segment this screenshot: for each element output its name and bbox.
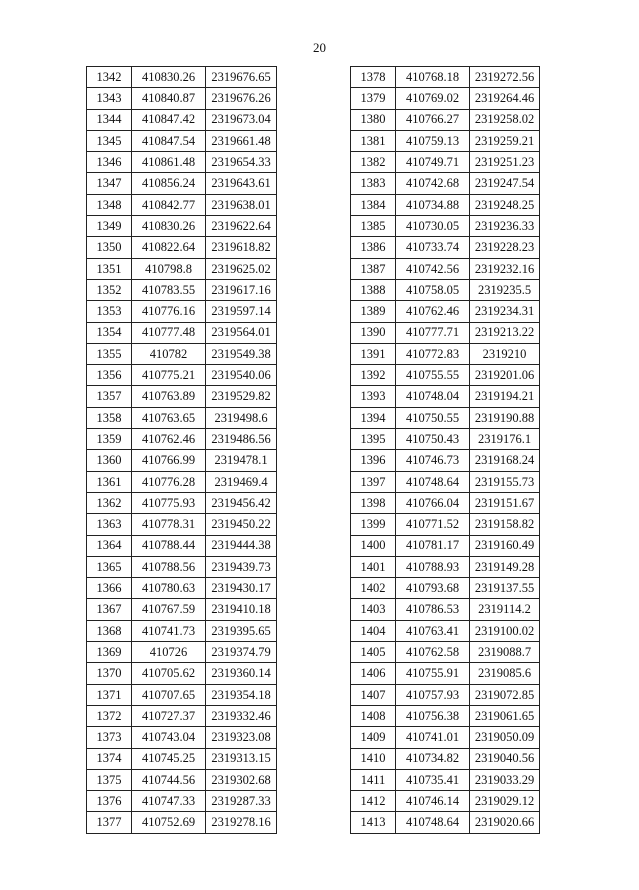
y-coordinate-cell: 2319540.06 bbox=[206, 365, 277, 386]
table-row bbox=[351, 152, 540, 173]
x-coordinate-cell: 410741.01 bbox=[396, 727, 470, 748]
x-coordinate-cell: 410775.93 bbox=[132, 492, 206, 513]
x-coordinate-cell: 410707.65 bbox=[132, 684, 206, 705]
table-row bbox=[87, 88, 277, 109]
table-row bbox=[351, 748, 540, 769]
x-coordinate-cell: 410742.68 bbox=[396, 173, 470, 194]
point-number-cell: 1367 bbox=[87, 599, 132, 620]
point-number-cell: 1384 bbox=[351, 194, 396, 215]
table-row bbox=[351, 492, 540, 513]
y-coordinate-cell: 2319654.33 bbox=[206, 152, 277, 173]
table-row bbox=[87, 301, 277, 322]
point-number-cell: 1382 bbox=[351, 152, 396, 173]
x-coordinate-cell: 410705.62 bbox=[132, 663, 206, 684]
y-coordinate-cell: 2319213.22 bbox=[470, 322, 540, 343]
point-number-cell: 1380 bbox=[351, 109, 396, 130]
y-coordinate-cell: 2319258.02 bbox=[470, 109, 540, 130]
x-coordinate-cell: 410752.69 bbox=[132, 812, 206, 833]
x-coordinate-cell: 410788.44 bbox=[132, 535, 206, 556]
point-number-cell: 1397 bbox=[351, 471, 396, 492]
table-row bbox=[351, 429, 540, 450]
x-coordinate-cell: 410777.71 bbox=[396, 322, 470, 343]
y-coordinate-cell: 2319444.38 bbox=[206, 535, 277, 556]
point-number-cell: 1400 bbox=[351, 535, 396, 556]
x-coordinate-cell: 410822.64 bbox=[132, 237, 206, 258]
y-coordinate-cell: 2319085.6 bbox=[470, 663, 540, 684]
y-coordinate-cell: 2319061.65 bbox=[470, 705, 540, 726]
table-row bbox=[351, 365, 540, 386]
coordinate-table-left bbox=[86, 66, 277, 834]
x-coordinate-cell: 410759.13 bbox=[396, 130, 470, 151]
y-coordinate-cell: 2319259.21 bbox=[470, 130, 540, 151]
point-number-cell: 1383 bbox=[351, 173, 396, 194]
x-coordinate-cell: 410769.02 bbox=[396, 88, 470, 109]
x-coordinate-cell: 410742.56 bbox=[396, 258, 470, 279]
point-number-cell: 1393 bbox=[351, 386, 396, 407]
y-coordinate-cell: 2319114.2 bbox=[470, 599, 540, 620]
point-number-cell: 1402 bbox=[351, 578, 396, 599]
table-row bbox=[351, 279, 540, 300]
table-row bbox=[351, 578, 540, 599]
x-coordinate-cell: 410840.87 bbox=[132, 88, 206, 109]
y-coordinate-cell: 2319549.38 bbox=[206, 343, 277, 364]
table-row bbox=[351, 642, 540, 663]
table-row bbox=[351, 301, 540, 322]
y-coordinate-cell: 2319287.33 bbox=[206, 791, 277, 812]
point-number-cell: 1381 bbox=[351, 130, 396, 151]
x-coordinate-cell: 410763.65 bbox=[132, 407, 206, 428]
table-row bbox=[351, 343, 540, 364]
table-row bbox=[87, 663, 277, 684]
table-row bbox=[351, 556, 540, 577]
table-row bbox=[87, 343, 277, 364]
point-number-cell: 1389 bbox=[351, 301, 396, 322]
x-coordinate-cell: 410856.24 bbox=[132, 173, 206, 194]
x-coordinate-cell: 410830.26 bbox=[132, 216, 206, 237]
y-coordinate-cell: 2319486.56 bbox=[206, 429, 277, 450]
table-row bbox=[87, 791, 277, 812]
x-coordinate-cell: 410766.04 bbox=[396, 492, 470, 513]
y-coordinate-cell: 2319622.64 bbox=[206, 216, 277, 237]
x-coordinate-cell: 410758.05 bbox=[396, 279, 470, 300]
y-coordinate-cell: 2319251.23 bbox=[470, 152, 540, 173]
point-number-cell: 1395 bbox=[351, 429, 396, 450]
y-coordinate-cell: 2319643.61 bbox=[206, 173, 277, 194]
table-row bbox=[87, 642, 277, 663]
y-coordinate-cell: 2319158.82 bbox=[470, 514, 540, 535]
x-coordinate-cell: 410772.83 bbox=[396, 343, 470, 364]
y-coordinate-cell: 2319529.82 bbox=[206, 386, 277, 407]
x-coordinate-cell: 410788.56 bbox=[132, 556, 206, 577]
coordinate-table-right-body bbox=[351, 67, 540, 834]
x-coordinate-cell: 410762.46 bbox=[396, 301, 470, 322]
y-coordinate-cell: 2319617.16 bbox=[206, 279, 277, 300]
y-coordinate-cell: 2319661.48 bbox=[206, 130, 277, 151]
table-row bbox=[87, 152, 277, 173]
y-coordinate-cell: 2319029.12 bbox=[470, 791, 540, 812]
x-coordinate-cell: 410788.93 bbox=[396, 556, 470, 577]
x-coordinate-cell: 410743.04 bbox=[132, 727, 206, 748]
point-number-cell: 1361 bbox=[87, 471, 132, 492]
x-coordinate-cell: 410763.41 bbox=[396, 620, 470, 641]
y-coordinate-cell: 2319676.65 bbox=[206, 67, 277, 88]
table-row bbox=[351, 173, 540, 194]
table-row bbox=[351, 471, 540, 492]
y-coordinate-cell: 2319625.02 bbox=[206, 258, 277, 279]
point-number-cell: 1392 bbox=[351, 365, 396, 386]
point-number-cell: 1346 bbox=[87, 152, 132, 173]
table-row bbox=[87, 237, 277, 258]
y-coordinate-cell: 2319033.29 bbox=[470, 769, 540, 790]
table-row bbox=[87, 556, 277, 577]
y-coordinate-cell: 2319247.54 bbox=[470, 173, 540, 194]
table-row bbox=[87, 109, 277, 130]
x-coordinate-cell: 410830.26 bbox=[132, 67, 206, 88]
table-row bbox=[87, 769, 277, 790]
table-row bbox=[351, 216, 540, 237]
table-row bbox=[351, 407, 540, 428]
table-row bbox=[351, 791, 540, 812]
y-coordinate-cell: 2319100.02 bbox=[470, 620, 540, 641]
point-number-cell: 1410 bbox=[351, 748, 396, 769]
table-row bbox=[87, 322, 277, 343]
y-coordinate-cell: 2319210 bbox=[470, 343, 540, 364]
x-coordinate-cell: 410798.8 bbox=[132, 258, 206, 279]
table-row bbox=[87, 727, 277, 748]
x-coordinate-cell: 410733.74 bbox=[396, 237, 470, 258]
x-coordinate-cell: 410793.68 bbox=[396, 578, 470, 599]
y-coordinate-cell: 2319272.56 bbox=[470, 67, 540, 88]
point-number-cell: 1359 bbox=[87, 429, 132, 450]
y-coordinate-cell: 2319155.73 bbox=[470, 471, 540, 492]
x-coordinate-cell: 410741.73 bbox=[132, 620, 206, 641]
point-number-cell: 1350 bbox=[87, 237, 132, 258]
y-coordinate-cell: 2319235.5 bbox=[470, 279, 540, 300]
table-row bbox=[351, 727, 540, 748]
x-coordinate-cell: 410766.99 bbox=[132, 450, 206, 471]
table-row bbox=[87, 386, 277, 407]
x-coordinate-cell: 410847.42 bbox=[132, 109, 206, 130]
x-coordinate-cell: 410757.93 bbox=[396, 684, 470, 705]
table-row bbox=[87, 471, 277, 492]
y-coordinate-cell: 2319234.31 bbox=[470, 301, 540, 322]
x-coordinate-cell: 410734.82 bbox=[396, 748, 470, 769]
table-row bbox=[351, 237, 540, 258]
point-number-cell: 1344 bbox=[87, 109, 132, 130]
y-coordinate-cell: 2319050.09 bbox=[470, 727, 540, 748]
point-number-cell: 1342 bbox=[87, 67, 132, 88]
x-coordinate-cell: 410780.63 bbox=[132, 578, 206, 599]
point-number-cell: 1411 bbox=[351, 769, 396, 790]
x-coordinate-cell: 410777.48 bbox=[132, 322, 206, 343]
point-number-cell: 1412 bbox=[351, 791, 396, 812]
x-coordinate-cell: 410746.14 bbox=[396, 791, 470, 812]
x-coordinate-cell: 410756.38 bbox=[396, 705, 470, 726]
table-row bbox=[351, 88, 540, 109]
y-coordinate-cell: 2319332.46 bbox=[206, 705, 277, 726]
point-number-cell: 1374 bbox=[87, 748, 132, 769]
x-coordinate-cell: 410781.17 bbox=[396, 535, 470, 556]
point-number-cell: 1364 bbox=[87, 535, 132, 556]
x-coordinate-cell: 410748.64 bbox=[396, 471, 470, 492]
point-number-cell: 1351 bbox=[87, 258, 132, 279]
point-number-cell: 1376 bbox=[87, 791, 132, 812]
table-row bbox=[87, 578, 277, 599]
point-number-cell: 1360 bbox=[87, 450, 132, 471]
y-coordinate-cell: 2319597.14 bbox=[206, 301, 277, 322]
point-number-cell: 1399 bbox=[351, 514, 396, 535]
table-row bbox=[351, 535, 540, 556]
table-row bbox=[87, 812, 277, 833]
point-number-cell: 1405 bbox=[351, 642, 396, 663]
x-coordinate-cell: 410730.05 bbox=[396, 216, 470, 237]
point-number-cell: 1358 bbox=[87, 407, 132, 428]
y-coordinate-cell: 2319149.28 bbox=[470, 556, 540, 577]
point-number-cell: 1363 bbox=[87, 514, 132, 535]
table-row bbox=[351, 620, 540, 641]
y-coordinate-cell: 2319676.26 bbox=[206, 88, 277, 109]
y-coordinate-cell: 2319618.82 bbox=[206, 237, 277, 258]
y-coordinate-cell: 2319673.04 bbox=[206, 109, 277, 130]
y-coordinate-cell: 2319040.56 bbox=[470, 748, 540, 769]
y-coordinate-cell: 2319469.4 bbox=[206, 471, 277, 492]
table-row bbox=[87, 748, 277, 769]
point-number-cell: 1408 bbox=[351, 705, 396, 726]
y-coordinate-cell: 2319088.7 bbox=[470, 642, 540, 663]
point-number-cell: 1375 bbox=[87, 769, 132, 790]
point-number-cell: 1391 bbox=[351, 343, 396, 364]
point-number-cell: 1388 bbox=[351, 279, 396, 300]
y-coordinate-cell: 2319278.16 bbox=[206, 812, 277, 833]
x-coordinate-cell: 410755.55 bbox=[396, 365, 470, 386]
x-coordinate-cell: 410778.31 bbox=[132, 514, 206, 535]
table-row bbox=[351, 599, 540, 620]
x-coordinate-cell: 410748.64 bbox=[396, 812, 470, 833]
y-coordinate-cell: 2319456.42 bbox=[206, 492, 277, 513]
y-coordinate-cell: 2319072.85 bbox=[470, 684, 540, 705]
point-number-cell: 1406 bbox=[351, 663, 396, 684]
table-row bbox=[351, 663, 540, 684]
y-coordinate-cell: 2319395.65 bbox=[206, 620, 277, 641]
table-row bbox=[87, 194, 277, 215]
y-coordinate-cell: 2319302.68 bbox=[206, 769, 277, 790]
x-coordinate-cell: 410786.53 bbox=[396, 599, 470, 620]
point-number-cell: 1409 bbox=[351, 727, 396, 748]
point-number-cell: 1349 bbox=[87, 216, 132, 237]
table-row bbox=[351, 109, 540, 130]
x-coordinate-cell: 410763.89 bbox=[132, 386, 206, 407]
table-row bbox=[87, 684, 277, 705]
x-coordinate-cell: 410755.91 bbox=[396, 663, 470, 684]
table-row bbox=[351, 67, 540, 88]
x-coordinate-cell: 410782 bbox=[132, 343, 206, 364]
point-number-cell: 1356 bbox=[87, 365, 132, 386]
x-coordinate-cell: 410735.41 bbox=[396, 769, 470, 790]
y-coordinate-cell: 2319360.14 bbox=[206, 663, 277, 684]
coordinate-table-right bbox=[350, 66, 540, 834]
point-number-cell: 1403 bbox=[351, 599, 396, 620]
x-coordinate-cell: 410767.59 bbox=[132, 599, 206, 620]
y-coordinate-cell: 2319564.01 bbox=[206, 322, 277, 343]
point-number-cell: 1366 bbox=[87, 578, 132, 599]
table-row bbox=[351, 322, 540, 343]
table-row bbox=[351, 769, 540, 790]
table-row bbox=[87, 429, 277, 450]
x-coordinate-cell: 410766.27 bbox=[396, 109, 470, 130]
y-coordinate-cell: 2319236.33 bbox=[470, 216, 540, 237]
y-coordinate-cell: 2319354.18 bbox=[206, 684, 277, 705]
point-number-cell: 1353 bbox=[87, 301, 132, 322]
y-coordinate-cell: 2319194.21 bbox=[470, 386, 540, 407]
table-row bbox=[351, 258, 540, 279]
table-row bbox=[87, 67, 277, 88]
point-number-cell: 1365 bbox=[87, 556, 132, 577]
table-row bbox=[87, 130, 277, 151]
y-coordinate-cell: 2319374.79 bbox=[206, 642, 277, 663]
point-number-cell: 1362 bbox=[87, 492, 132, 513]
x-coordinate-cell: 410762.58 bbox=[396, 642, 470, 663]
point-number-cell: 1390 bbox=[351, 322, 396, 343]
point-number-cell: 1401 bbox=[351, 556, 396, 577]
table-row bbox=[87, 407, 277, 428]
y-coordinate-cell: 2319160.49 bbox=[470, 535, 540, 556]
y-coordinate-cell: 2319248.25 bbox=[470, 194, 540, 215]
x-coordinate-cell: 410745.25 bbox=[132, 748, 206, 769]
table-row bbox=[351, 684, 540, 705]
x-coordinate-cell: 410768.18 bbox=[396, 67, 470, 88]
point-number-cell: 1352 bbox=[87, 279, 132, 300]
table-row bbox=[351, 705, 540, 726]
y-coordinate-cell: 2319232.16 bbox=[470, 258, 540, 279]
y-coordinate-cell: 2319450.22 bbox=[206, 514, 277, 535]
page-number: 20 bbox=[313, 40, 326, 55]
point-number-cell: 1371 bbox=[87, 684, 132, 705]
y-coordinate-cell: 2319176.1 bbox=[470, 429, 540, 450]
y-coordinate-cell: 2319323.08 bbox=[206, 727, 277, 748]
point-number-cell: 1398 bbox=[351, 492, 396, 513]
y-coordinate-cell: 2319638.01 bbox=[206, 194, 277, 215]
y-coordinate-cell: 2319151.67 bbox=[470, 492, 540, 513]
point-number-cell: 1354 bbox=[87, 322, 132, 343]
table-row bbox=[87, 173, 277, 194]
table-row bbox=[87, 599, 277, 620]
x-coordinate-cell: 410847.54 bbox=[132, 130, 206, 151]
x-coordinate-cell: 410783.55 bbox=[132, 279, 206, 300]
y-coordinate-cell: 2319439.73 bbox=[206, 556, 277, 577]
point-number-cell: 1378 bbox=[351, 67, 396, 88]
y-coordinate-cell: 2319137.55 bbox=[470, 578, 540, 599]
x-coordinate-cell: 410861.48 bbox=[132, 152, 206, 173]
x-coordinate-cell: 410750.43 bbox=[396, 429, 470, 450]
x-coordinate-cell: 410762.46 bbox=[132, 429, 206, 450]
x-coordinate-cell: 410746.73 bbox=[396, 450, 470, 471]
table-row bbox=[351, 450, 540, 471]
x-coordinate-cell: 410726 bbox=[132, 642, 206, 663]
table-row bbox=[87, 279, 277, 300]
table-row bbox=[351, 130, 540, 151]
y-coordinate-cell: 2319478.1 bbox=[206, 450, 277, 471]
x-coordinate-cell: 410749.71 bbox=[396, 152, 470, 173]
y-coordinate-cell: 2319264.46 bbox=[470, 88, 540, 109]
y-coordinate-cell: 2319190.88 bbox=[470, 407, 540, 428]
point-number-cell: 1345 bbox=[87, 130, 132, 151]
table-row bbox=[87, 258, 277, 279]
table-row bbox=[351, 812, 540, 833]
y-coordinate-cell: 2319498.6 bbox=[206, 407, 277, 428]
point-number-cell: 1379 bbox=[351, 88, 396, 109]
x-coordinate-cell: 410776.16 bbox=[132, 301, 206, 322]
table-row bbox=[351, 514, 540, 535]
point-number-cell: 1372 bbox=[87, 705, 132, 726]
y-coordinate-cell: 2319228.23 bbox=[470, 237, 540, 258]
table-row bbox=[87, 620, 277, 641]
point-number-cell: 1396 bbox=[351, 450, 396, 471]
point-number-cell: 1404 bbox=[351, 620, 396, 641]
table-row bbox=[87, 514, 277, 535]
y-coordinate-cell: 2319168.24 bbox=[470, 450, 540, 471]
table-row bbox=[351, 194, 540, 215]
point-number-cell: 1370 bbox=[87, 663, 132, 684]
x-coordinate-cell: 410775.21 bbox=[132, 365, 206, 386]
x-coordinate-cell: 410748.04 bbox=[396, 386, 470, 407]
point-number-cell: 1348 bbox=[87, 194, 132, 215]
y-coordinate-cell: 2319313.15 bbox=[206, 748, 277, 769]
y-coordinate-cell: 2319410.18 bbox=[206, 599, 277, 620]
x-coordinate-cell: 410747.33 bbox=[132, 791, 206, 812]
table-row bbox=[87, 365, 277, 386]
point-number-cell: 1368 bbox=[87, 620, 132, 641]
point-number-cell: 1369 bbox=[87, 642, 132, 663]
point-number-cell: 1357 bbox=[87, 386, 132, 407]
table-row bbox=[87, 216, 277, 237]
table-row bbox=[87, 705, 277, 726]
table-row bbox=[351, 386, 540, 407]
table-row bbox=[87, 492, 277, 513]
x-coordinate-cell: 410744.56 bbox=[132, 769, 206, 790]
point-number-cell: 1386 bbox=[351, 237, 396, 258]
y-coordinate-cell: 2319430.17 bbox=[206, 578, 277, 599]
point-number-cell: 1355 bbox=[87, 343, 132, 364]
point-number-cell: 1394 bbox=[351, 407, 396, 428]
point-number-cell: 1413 bbox=[351, 812, 396, 833]
table-row bbox=[87, 450, 277, 471]
point-number-cell: 1407 bbox=[351, 684, 396, 705]
x-coordinate-cell: 410842.77 bbox=[132, 194, 206, 215]
point-number-cell: 1347 bbox=[87, 173, 132, 194]
point-number-cell: 1387 bbox=[351, 258, 396, 279]
x-coordinate-cell: 410750.55 bbox=[396, 407, 470, 428]
point-number-cell: 1385 bbox=[351, 216, 396, 237]
x-coordinate-cell: 410727.37 bbox=[132, 705, 206, 726]
x-coordinate-cell: 410776.28 bbox=[132, 471, 206, 492]
point-number-cell: 1343 bbox=[87, 88, 132, 109]
x-coordinate-cell: 410771.52 bbox=[396, 514, 470, 535]
y-coordinate-cell: 2319201.06 bbox=[470, 365, 540, 386]
x-coordinate-cell: 410734.88 bbox=[396, 194, 470, 215]
point-number-cell: 1373 bbox=[87, 727, 132, 748]
y-coordinate-cell: 2319020.66 bbox=[470, 812, 540, 833]
point-number-cell: 1377 bbox=[87, 812, 132, 833]
table-row bbox=[87, 535, 277, 556]
coordinate-table-left-body bbox=[87, 67, 277, 834]
